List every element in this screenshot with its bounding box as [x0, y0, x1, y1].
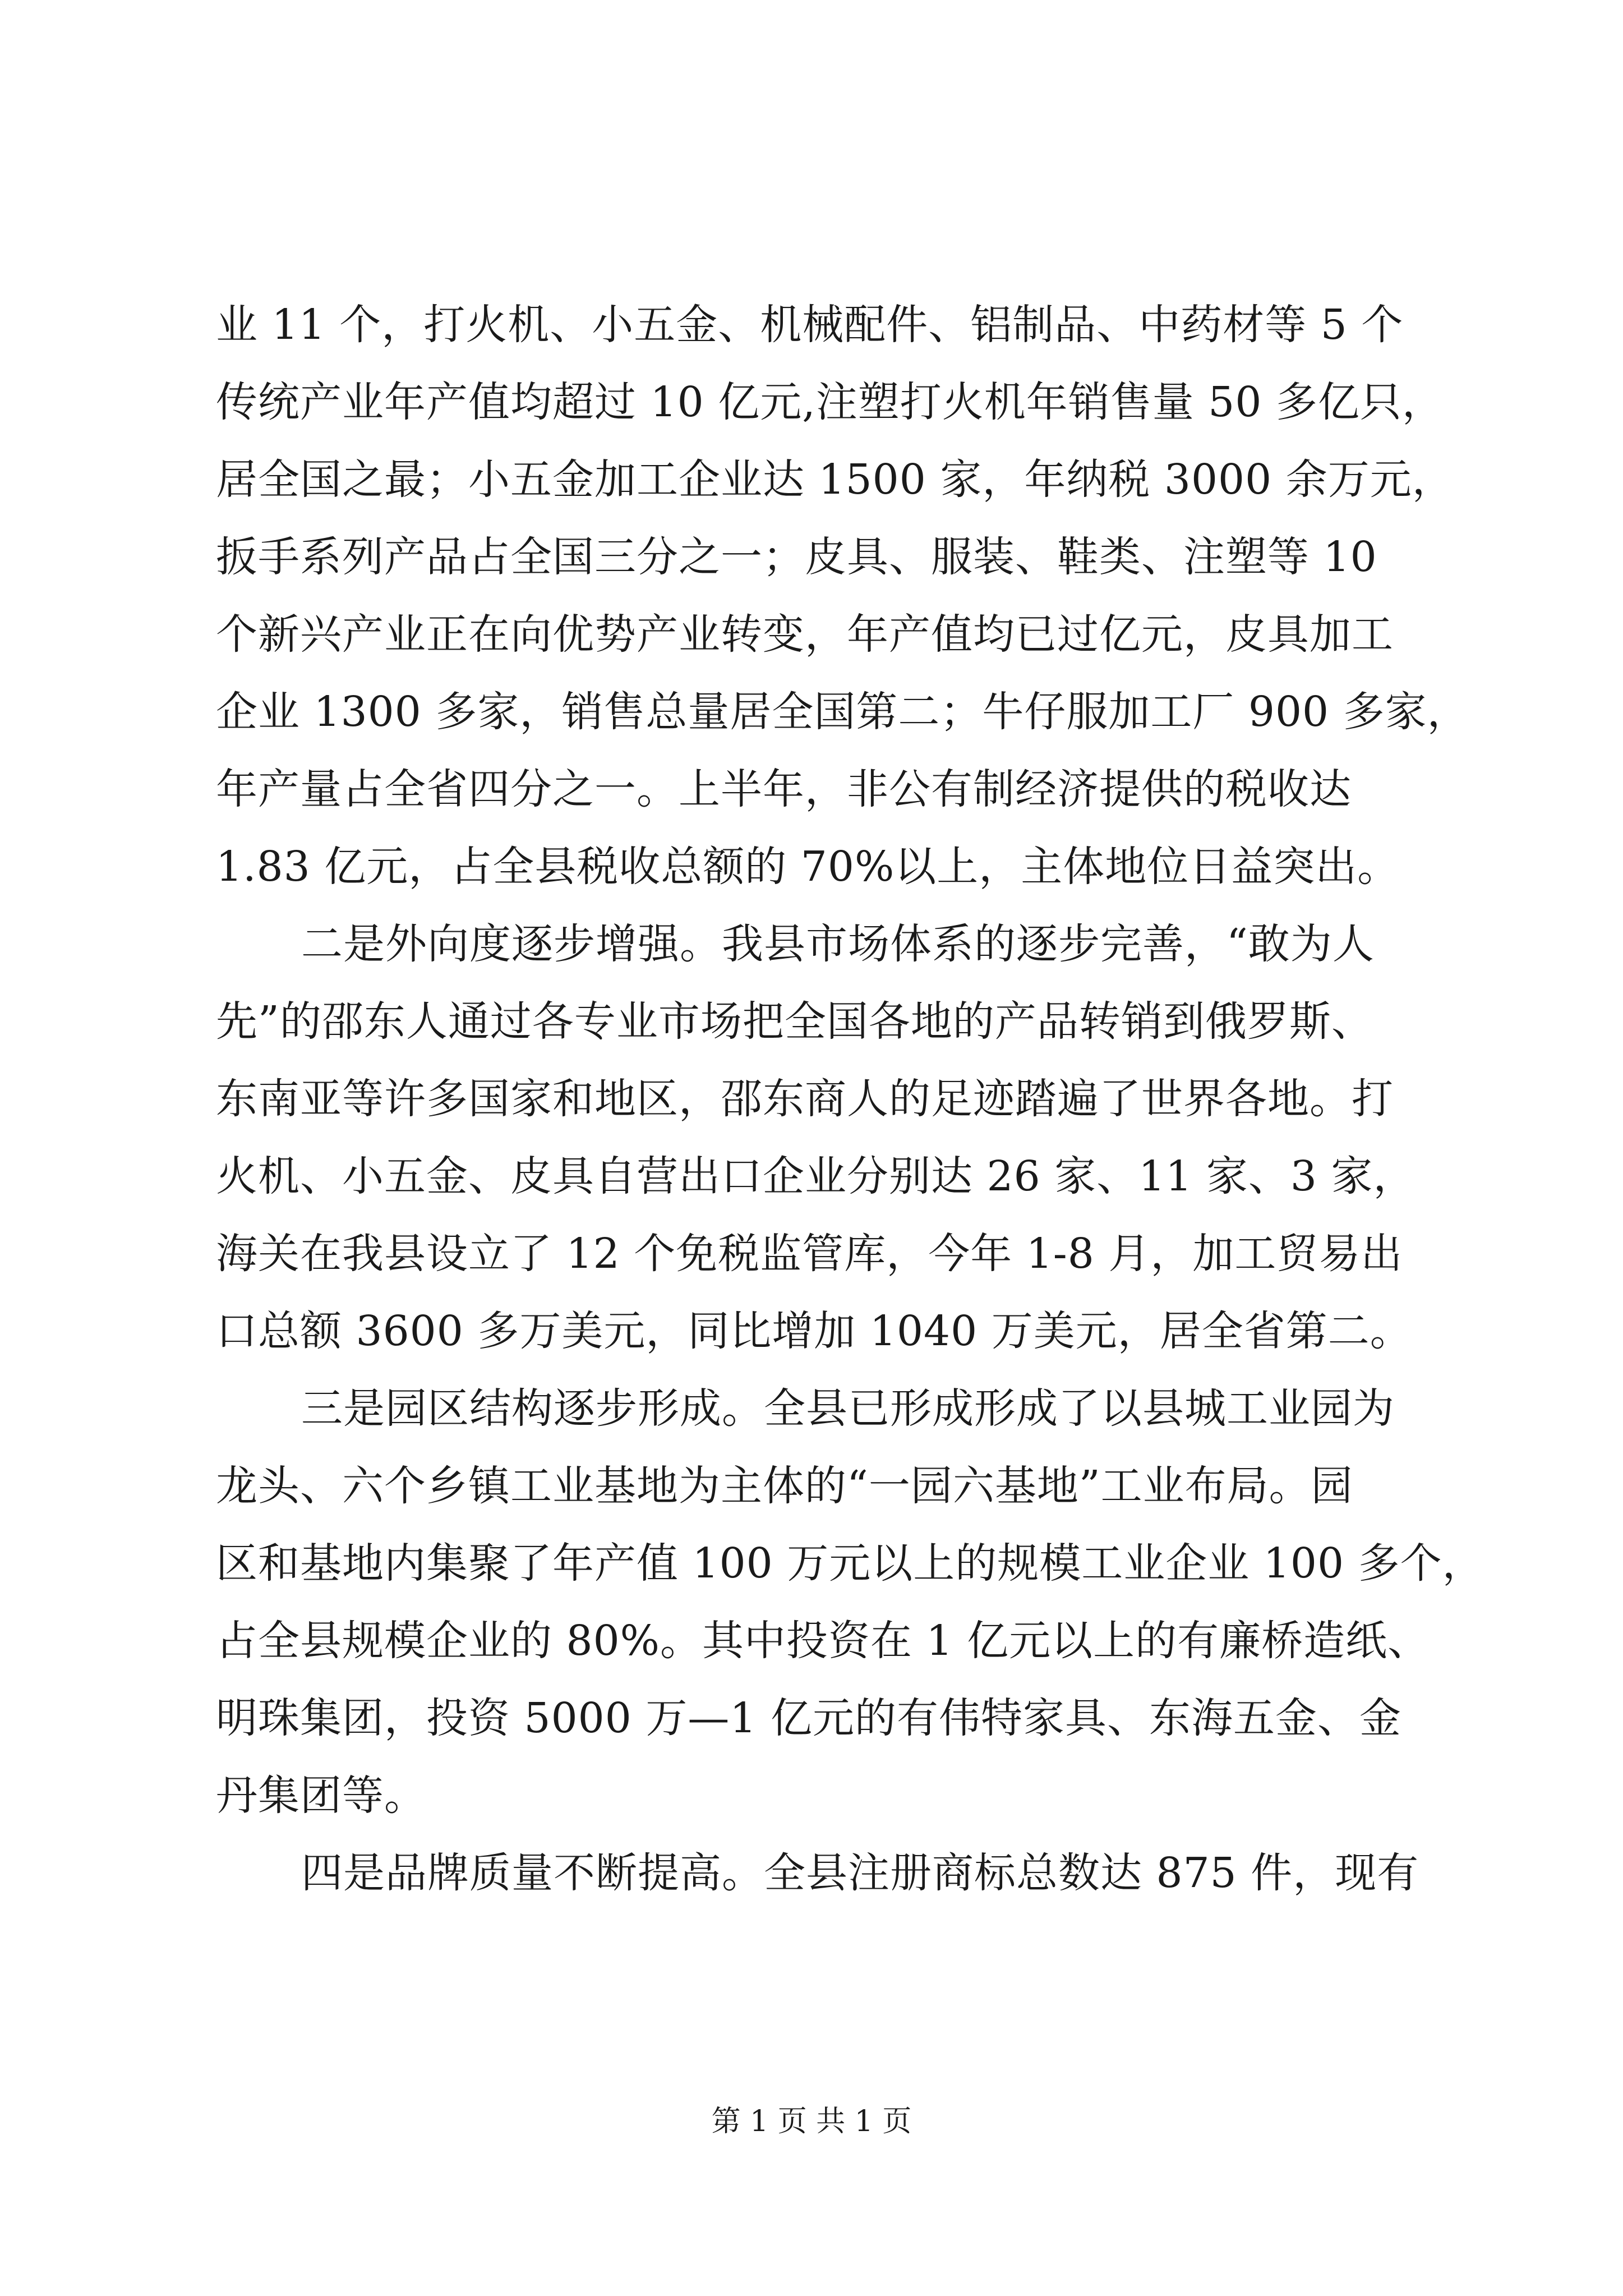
text-line: 个新兴产业正在向优势产业转变，年产值均已过亿元，皮具加工 [216, 610, 1394, 659]
text-line: 龙头、六个乡镇工业基地为主体的“一园六基地”工业布局。园 [216, 1462, 1353, 1510]
text-line: 占全县规模企业的 80%。其中投资在 1 亿元以上的有廉桥造纸、 [216, 1617, 1430, 1665]
text-line: 火机、小五金、皮具自营出口企业分别达 26 家、11 家、3 家， [216, 1152, 1415, 1200]
text-line: 年产量占全省四分之一。上半年，非公有制经济提供的税收达 [216, 765, 1352, 813]
text-line: 口总额 3600 多万美元，同比增加 1040 万美元，居全省第二。 [216, 1307, 1412, 1355]
text-line: 丹集团等。 [216, 1772, 426, 1820]
text-line: 东南亚等许多国家和地区，邵东商人的足迹踏遍了世界各地。打 [216, 1075, 1394, 1123]
text-line: 居全国之最；小五金加工企业达 1500 家，年纳税 3000 余万元， [216, 455, 1454, 504]
text-line: 明珠集团，投资 5000 万—1 亿元的有伟特家具、东海五金、金 [216, 1694, 1401, 1742]
text-line: 海关在我县设立了 12 个免税监管库，今年 1-8 月，加工贸易出 [216, 1230, 1403, 1278]
body-text [216, 286, 1484, 1912]
text-line: 二是外向度逐步增强。我县市场体系的逐步完善，“敢为人 [301, 920, 1375, 968]
page-footer: 第 1 页 共 1 页 [711, 2105, 912, 2138]
text-line: 先”的邵东人通过各专业市场把全国各地的产品转销到俄罗斯、 [216, 997, 1373, 1046]
text-line: 企业 1300 多家，销售总量居全国第二；牛仔服加工厂 900 多家， [216, 688, 1469, 736]
text-line: 1.83 亿元，占全县税收总额的 70%以上，主体地位日益突出。 [216, 843, 1400, 891]
text-line: 传统产业年产值均超过 10 亿元,注塑打火机年销售量 50 多亿只， [216, 378, 1444, 426]
text-line: 四是品牌质量不断提高。全县注册商标总数达 875 件，现有 [301, 1849, 1419, 1897]
text-line: 业 11 个，打火机、小五金、机械配件、铝制品、中药材等 5 个 [216, 301, 1404, 349]
text-line: 区和基地内集聚了年产值 100 万元以上的规模工业企业 100 多个， [216, 1539, 1484, 1588]
text-line: 扳手系列产品占全国三分之一；皮具、服装、鞋类、注塑等 10 [216, 533, 1377, 581]
text-line: 三是园区结构逐步形成。全县已形成形成了以县城工业园为 [301, 1384, 1395, 1433]
